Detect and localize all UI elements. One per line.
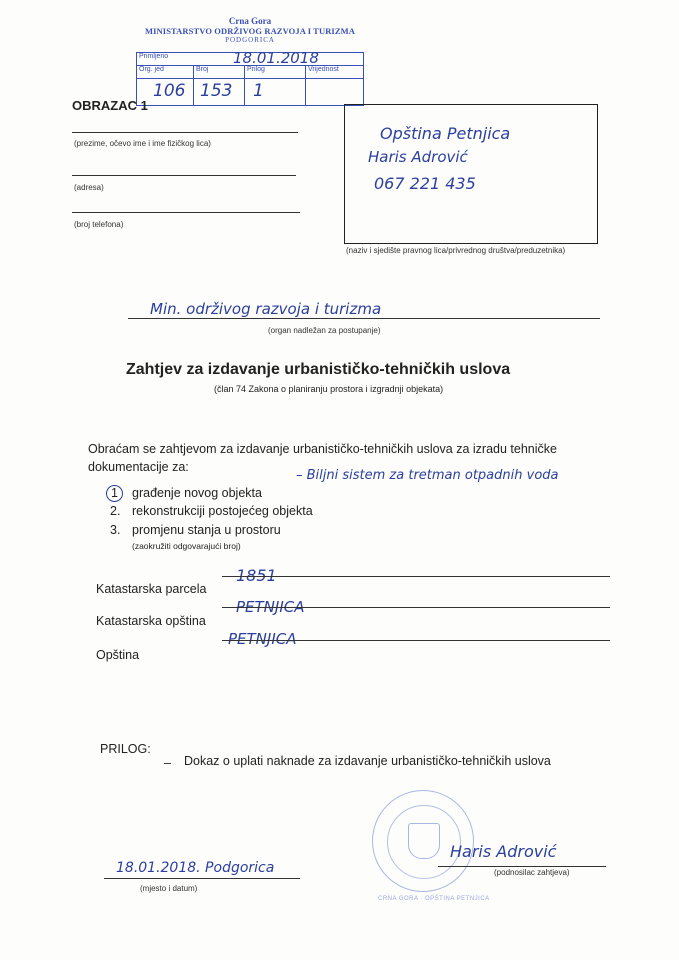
seal-text: CRNA GORA · OPŠTINA PETNJICA [378, 896, 490, 902]
organ-line [128, 318, 600, 319]
name-line [72, 132, 298, 133]
name-caption: (prezime, očevo ime i ime fizičkog lica) [74, 139, 211, 148]
crest-icon [408, 823, 440, 859]
registry-stamp [136, 16, 364, 101]
stamp-prilog-value: 1 [253, 81, 264, 101]
phone-line [72, 212, 300, 213]
signature-line [438, 866, 606, 867]
form-label: OBRAZAC 1 [72, 98, 148, 113]
body-line-2: dokumentacije za: [88, 460, 189, 474]
box-caption: (naziv i sjedište pravnog lica/privrednog društva/preduzetnika) [346, 246, 566, 255]
prilog-label: PRILOG: [100, 742, 151, 756]
option-2-label: rekonstrukciji postojećeg objekta [132, 504, 313, 518]
opstina-line [222, 640, 610, 641]
parcela-label: Katastarska parcela [96, 582, 207, 596]
handwritten-purpose: – Biljni sistem za tretman otpadnih voda [296, 468, 559, 483]
option-2-num: 2. [110, 504, 121, 518]
opstina-label: Opština [96, 648, 140, 662]
place-date-caption: (mjesto i datum) [140, 884, 198, 893]
stamp-city: PODGORICA [225, 36, 275, 44]
box-line-1: Opština Petnjica [380, 124, 511, 143]
place-date-value: 18.01.2018. Podgorica [116, 860, 275, 876]
stamp-org-value: 106 [153, 81, 186, 101]
stamp-table [136, 49, 364, 106]
stamp-received-date: 18.01.2018 [233, 49, 319, 67]
place-date-line [104, 878, 300, 879]
stamp-country: Crna Gora [228, 16, 272, 26]
stamp-broj-value: 153 [200, 81, 233, 101]
address-line [72, 175, 296, 176]
prilog-item: Dokaz o uplati naknade za izdavanje urbanističko-tehničkih uslova [184, 754, 551, 768]
organ-value: Min. održivog razvoja i turizma [150, 300, 382, 318]
stamp-col-broj: Broj [194, 66, 245, 79]
options-caption: (zaokružiti odgovarajući broj) [132, 541, 241, 551]
body-line-1: Obraćam se zahtjevom za izdavanje urbanističko-tehničkih uslova za izradu tehničke [88, 442, 557, 456]
signature: Haris Adrović [450, 842, 557, 861]
stamp-ministry: MINISTARSTVO ODRŽIVOG RAZVOJA I TURIZMA [145, 26, 355, 36]
parcela-value: 1851 [236, 566, 277, 585]
signer-caption: (podnosilac zahtjeva) [494, 868, 570, 877]
option-1-label: građenje novog objekta [132, 486, 262, 500]
option-3-num: 3. [110, 523, 121, 537]
option-1-num: 1 [111, 486, 118, 500]
page-subtitle: (član 74 Zakona o planiranju prostora i izgradnji objekata) [214, 384, 444, 394]
opstina-value: PETNJICA [228, 630, 297, 648]
option-3-label: promjenu stanja u prostoru [132, 523, 281, 537]
phone-caption: (broj telefona) [74, 220, 124, 229]
stamp-col-vrijednost: Vrijednost [306, 66, 364, 79]
stamp-col-prilog: Prilog [245, 66, 306, 79]
prilog-dash: – [164, 756, 171, 770]
katastarska-opstina-value: PETNJICA [236, 598, 305, 616]
box-line-2: Haris Adrović [368, 148, 468, 166]
katastarska-opstina-line [222, 607, 610, 608]
katastarska-opstina-label: Katastarska opština [96, 614, 206, 628]
page-title: Zahtjev za izdavanje urbanističko-tehničkih uslova [126, 361, 511, 378]
municipality-seal [372, 790, 474, 892]
organ-caption: (organ nadležan za postupanje) [268, 326, 381, 335]
parcela-line [222, 576, 610, 577]
stamp-col-org: Org. jed [137, 66, 194, 79]
form-number: 1 [140, 98, 148, 113]
stamp-received-label: Primljeno [139, 53, 169, 60]
address-caption: (adresa) [74, 183, 104, 192]
box-line-3: 067 221 435 [374, 174, 476, 193]
